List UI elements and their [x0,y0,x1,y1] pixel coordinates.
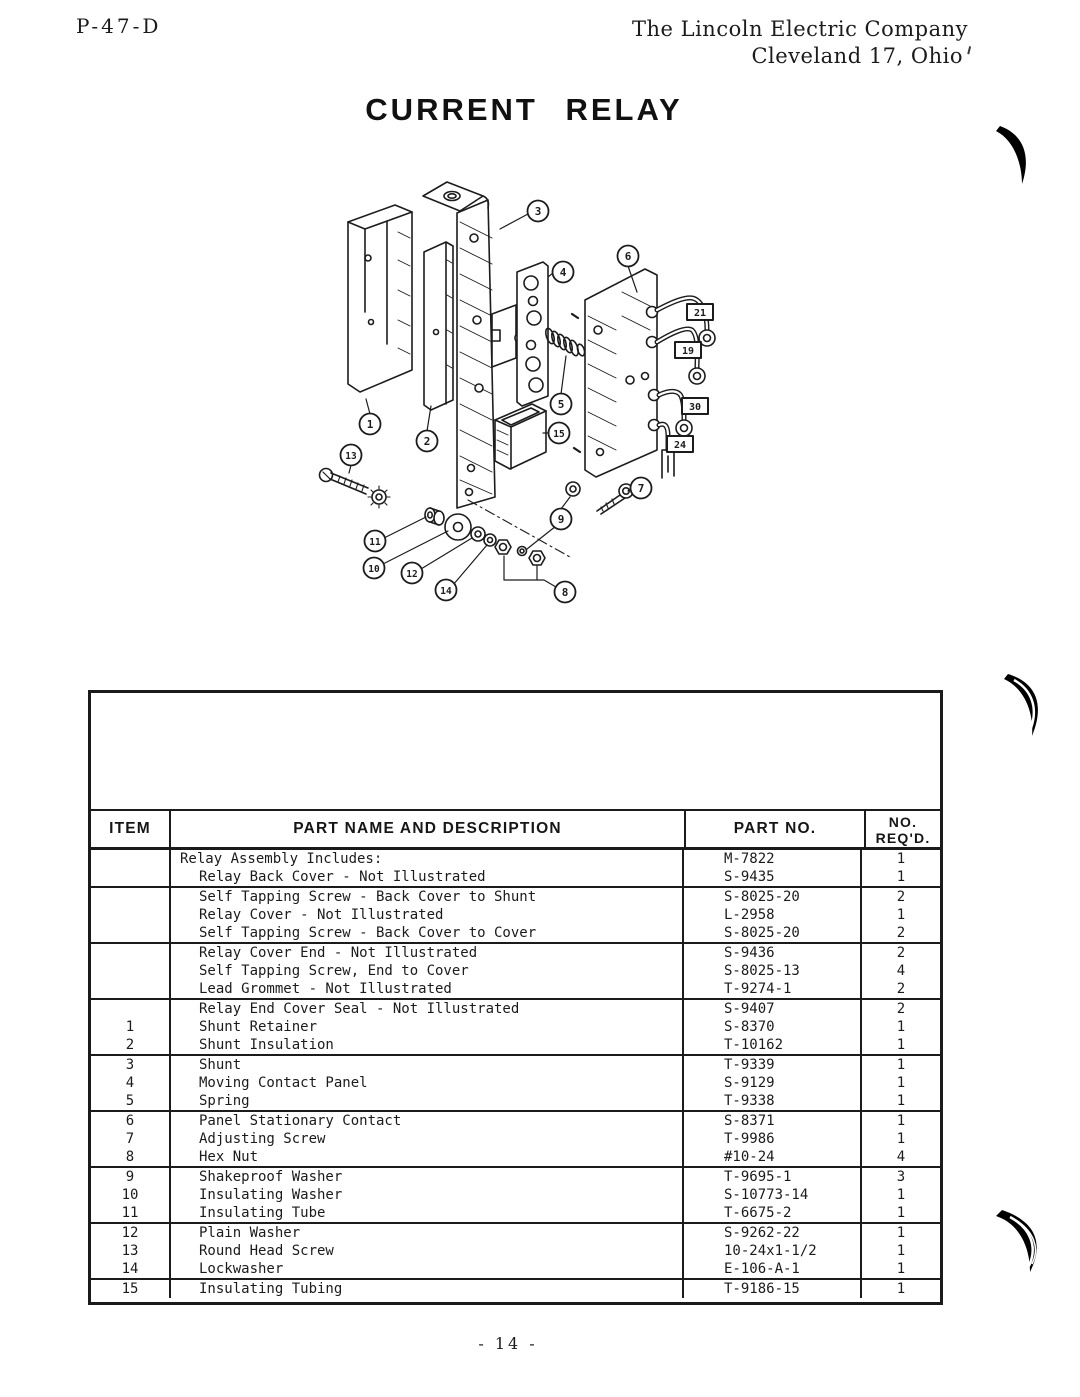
table-row [91,1092,940,1112]
svg-text:4: 4 [559,266,567,279]
cell-qty: 1 [896,1057,906,1073]
callout-8 [555,582,576,603]
callout-6 [618,246,639,267]
cell-part-no: T-9339 [684,1056,862,1074]
company-address [632,16,968,70]
table-row [91,1148,940,1168]
cell-item: 8 [91,1148,171,1166]
svg-text:1: 1 [366,418,374,431]
cell-description: Self Tapping Screw - Back Cover to Cover [171,924,684,942]
cell-part-no: S-9436 [684,944,862,962]
table-row [91,1260,940,1280]
svg-text:21: 21 [693,308,707,319]
cell-qty: 1 [896,1243,906,1259]
table-row [91,888,940,906]
cell-description: Relay Assembly Includes: [171,850,684,868]
part-shakeproof-washer-c [566,482,580,496]
doc-number: P-47-D [76,14,162,38]
cell-description: Hex Nut [171,1148,684,1166]
table-row [91,1056,940,1074]
part-shunt-insulation [424,242,453,410]
cell-part-no: E-106-A-1 [684,1260,862,1278]
cell-description: Insulating Washer [171,1186,684,1204]
part-lockwasher [484,534,496,546]
page-title: CURRENT RELAY [365,92,683,127]
cell-item: 6 [91,1112,171,1130]
svg-text:8: 8 [561,586,569,599]
cell-description: Self Tapping Screw - Back Cover to Shunt [171,888,684,906]
parts-table [88,690,943,1305]
part-hex-nut-b [529,551,545,565]
cell-part-no: S-9407 [684,1000,862,1018]
part-shunt-retainer [348,205,412,392]
part-adjusting-screw [597,484,633,514]
cell-qty: 1 [896,1075,906,1091]
cell-qty: 2 [896,1001,906,1017]
cell-part-no: T-10162 [684,1036,862,1054]
part-hex-nut-a [495,540,511,554]
table-row [91,980,940,1000]
cell-part-no: S-8371 [684,1112,862,1130]
table-row [91,962,940,980]
cell-item: 3 [91,1056,171,1074]
svg-text:30: 30 [688,402,702,413]
svg-text:24: 24 [673,440,687,451]
cell-part-no: T-9338 [684,1092,862,1110]
cell-description: Insulating Tube [171,1204,684,1222]
table-row [91,1242,940,1260]
cell-part-no: S-8025-20 [684,888,862,906]
callout-3 [528,201,549,222]
cell-item [91,850,171,868]
cell-item: 12 [91,1224,171,1242]
cell-item: 13 [91,1242,171,1260]
title-row [0,92,1080,128]
table-row [91,1186,940,1204]
cell-description: Self Tapping Screw, End to Cover [171,962,684,980]
column-header-description: PART NAME AND DESCRIPTION [171,811,686,847]
relay-exploded-view [300,160,770,660]
cell-item [91,962,171,980]
table-row [91,1280,940,1298]
svg-text:7: 7 [637,482,645,495]
cell-item [91,906,171,924]
scan-artifact-crescent [996,126,1040,192]
svg-text:5: 5 [557,398,565,411]
footer [0,1334,1080,1353]
callout-11 [365,531,386,552]
cell-qty: 1 [896,907,906,923]
cell-part-no: S-9435 [684,868,862,886]
part-plain-washer [471,527,485,541]
cell-qty: 2 [896,945,906,961]
cell-qty: 1 [896,851,906,867]
table-body [91,850,940,1302]
cell-item: 14 [91,1260,171,1278]
callout-15 [549,423,570,444]
cell-part-no: 10-24x1-1/2 [684,1242,862,1260]
column-header-no-reqd: NO. REQ'D. [875,814,931,846]
part-panel-stationary-contact [572,269,660,477]
cell-part-no: S-9129 [684,1074,862,1092]
svg-text:2: 2 [423,435,431,448]
cell-item [91,1000,171,1018]
svg-text:3: 3 [534,205,542,218]
cell-qty: 1 [896,1113,906,1129]
callout-12 [402,563,423,584]
table-row [91,850,940,868]
cell-item: 9 [91,1168,171,1186]
cell-description: Shakeproof Washer [171,1168,684,1186]
part-insulating-tube-bushing [425,508,444,525]
cell-part-no: L-2958 [684,906,862,924]
table-blank-area [91,693,940,809]
cell-qty: 2 [896,925,906,941]
column-header-item: ITEM [91,811,171,847]
table-row [91,1130,940,1148]
cell-item [91,944,171,962]
cell-qty: 1 [896,869,906,885]
part-moving-contact-panel [517,262,548,406]
callout-7 [631,478,652,499]
wire-label-30 [682,398,708,414]
part-insulating-washer [445,514,471,540]
page-number: - 14 - [478,1334,538,1353]
table-row [91,1112,940,1130]
cell-description: Relay Cover - Not Illustrated [171,906,684,924]
cell-part-no: S-8370 [684,1018,862,1036]
cell-qty: 1 [896,1225,906,1241]
cell-description: Adjusting Screw [171,1130,684,1148]
cell-item: 2 [91,1036,171,1054]
cell-item [91,924,171,942]
table-header-row [91,809,940,850]
cell-part-no: S-8025-13 [684,962,862,980]
callout-2 [417,431,438,452]
cell-qty: 2 [896,889,906,905]
table-row [91,868,940,888]
cell-description: Relay Back Cover - Not Illustrated [171,868,684,886]
cell-description: Spring [171,1092,684,1110]
part-shakeproof-washer-a [368,486,390,508]
callout-5 [551,394,572,415]
cell-item [91,868,171,886]
cell-description: Insulating Tubing [171,1280,684,1298]
cell-part-no: T-9274-1 [684,980,862,998]
cell-part-no: T-9695-1 [684,1168,862,1186]
cell-part-no: M-7822 [684,850,862,868]
cell-description: Round Head Screw [171,1242,684,1260]
cell-item: 10 [91,1186,171,1204]
cell-description: Shunt [171,1056,684,1074]
svg-text:11: 11 [369,537,381,548]
svg-text:12: 12 [406,569,418,580]
table-row [91,944,940,962]
table-row [91,1018,940,1036]
stray-mark [967,46,971,54]
cell-item: 4 [91,1074,171,1092]
company-city: Cleveland 17, Ohio [632,43,968,70]
cell-part-no: T-9186-15 [684,1280,862,1298]
cell-qty: 4 [896,963,906,979]
callout-4 [553,262,574,283]
cell-description: Shunt Retainer [171,1018,684,1036]
callout-9 [551,509,572,530]
table-row [91,1224,940,1242]
table-row [91,1074,940,1092]
callout-1 [360,414,381,435]
svg-text:19: 19 [681,346,695,357]
table-row [91,1036,940,1056]
cell-part-no: S-10773-14 [684,1186,862,1204]
part-insulating-tubing [495,404,546,469]
callout-14 [436,580,457,601]
scan-artifact-crescent [996,1210,1052,1276]
cell-description: Lead Grommet - Not Illustrated [171,980,684,998]
cell-description: Panel Stationary Contact [171,1112,684,1130]
cell-qty: 1 [896,1037,906,1053]
cell-qty: 1 [896,1093,906,1109]
cell-part-no: S-9262-22 [684,1224,862,1242]
wire-label-21 [687,304,713,320]
cell-item: 15 [91,1280,171,1298]
part-shakeproof-washer-b [518,547,527,556]
company-name: The Lincoln Electric Company [632,17,968,41]
wire-label-24 [667,436,693,452]
cell-part-no: #10-24 [684,1148,862,1166]
callout-10 [364,558,385,579]
column-header-part-no: PART NO. [686,811,866,847]
exploded-diagram [300,160,770,660]
cell-item [91,980,171,998]
cell-qty: 1 [896,1131,906,1147]
cell-item: 1 [91,1018,171,1036]
cell-qty: 1 [896,1261,906,1277]
svg-text:15: 15 [553,429,565,440]
cell-description: Moving Contact Panel [171,1074,684,1092]
cell-qty: 3 [896,1169,906,1185]
cell-qty: 1 [896,1019,906,1035]
cell-qty: 1 [896,1281,906,1297]
cell-description: Relay End Cover Seal - Not Illustrated [171,1000,684,1018]
table-row [91,906,940,924]
cell-description: Shunt Insulation [171,1036,684,1054]
table-row [91,1168,940,1186]
cell-item: 11 [91,1204,171,1222]
cell-qty: 4 [896,1149,906,1165]
svg-text:13: 13 [345,451,357,462]
cell-qty: 1 [896,1205,906,1221]
part-spring [544,327,586,356]
cell-description: Lockwasher [171,1260,684,1278]
cell-qty: 2 [896,981,906,997]
cell-description: Plain Washer [171,1224,684,1242]
svg-text:14: 14 [440,586,452,597]
cell-part-no: T-9986 [684,1130,862,1148]
cell-qty: 1 [896,1187,906,1203]
svg-text:6: 6 [624,250,632,263]
cell-item: 7 [91,1130,171,1148]
svg-text:9: 9 [557,513,565,526]
cell-item [91,888,171,906]
scan-artifact-crescent [1004,674,1050,740]
svg-text:10: 10 [368,564,380,575]
callout-13 [341,445,362,466]
wire-label-19 [675,342,701,358]
cell-part-no: S-8025-20 [684,924,862,942]
cell-description: Relay Cover End - Not Illustrated [171,944,684,962]
table-row [91,1000,940,1018]
cell-part-no: T-6675-2 [684,1204,862,1222]
cell-item: 5 [91,1092,171,1110]
table-row [91,924,940,944]
table-row [91,1204,940,1224]
part-round-head-screw [320,469,369,495]
